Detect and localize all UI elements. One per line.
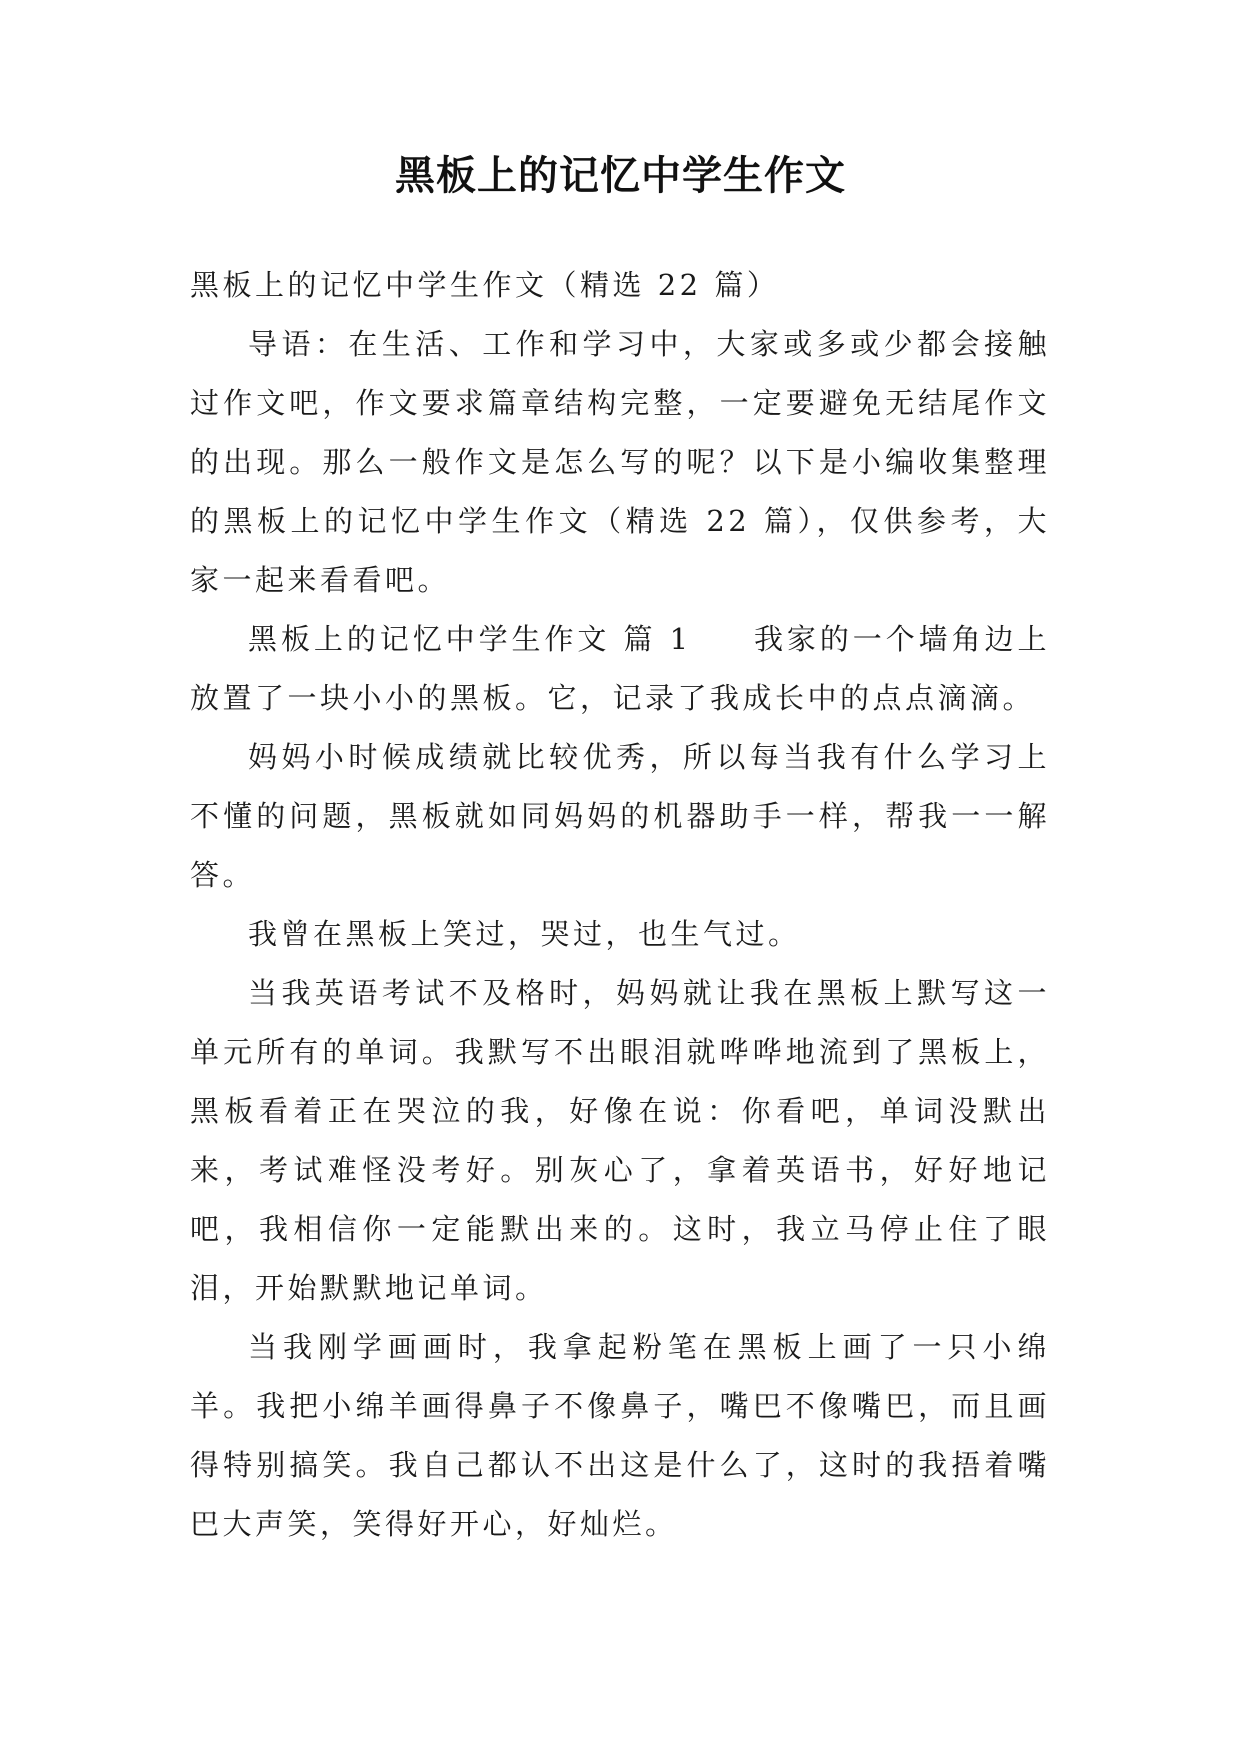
section-first-text: 我家的一个墙角边上放置了一块小小的黑板。它，记录了我成长中的点点滴滴。: [190, 622, 1050, 715]
section-paragraph: [190, 610, 1050, 728]
body-paragraph: 妈妈小时候成绩就比较优秀，所以每当我有什么学习上不懂的问题，黑板就如同妈妈的机器助手一样，帮我一一解答。: [190, 740, 1050, 892]
body-paragraph: 当我刚学画画时，我拿起粉笔在黑板上画了一只小绵羊。我把小绵羊画得鼻子不像鼻子，嘴巴不像嘴巴，而且画得特别搞笑。我自己都认不出这是什么了，这时的我捂着嘴巴大声笑，笑得好开心，好灿烂。: [190, 1330, 1050, 1541]
body-paragraph: 我曾在黑板上笑过，哭过，也生气过。: [248, 917, 801, 951]
body-paragraph: 当我英语考试不及格时，妈妈就让我在黑板上默写这一单元所有的单词。我默写不出眼泪就哗哗地流到了黑板上，黑板看着正在哭泣的我，好像在说：你看吧，单词没默出来，考试难怪没考好。别灰心了，拿着英语书，好好地记吧，我相信你一定能默出来的。这时，我立马停止住了眼泪，开始默默地记单词。: [190, 976, 1050, 1305]
document-title: 黑板上的记忆中学生作文: [395, 153, 846, 199]
intro-paragraph: 导语：在生活、工作和学习中，大家或多或少都会接触过作文吧，作文要求篇章结构完整，一定要避免无结尾作文的出现。那么一般作文是怎么写的呢？以下是小编收集整理的黑板上的记忆中学生作文（精选 22 篇），仅供参考，大家一起来看看吧。: [190, 327, 1050, 597]
section-heading: 黑板上的记忆中学生作文 篇 1: [248, 622, 692, 656]
document-subtitle: 黑板上的记忆中学生作文（精选 22 篇）: [190, 268, 780, 302]
document-body: [190, 256, 1050, 1554]
